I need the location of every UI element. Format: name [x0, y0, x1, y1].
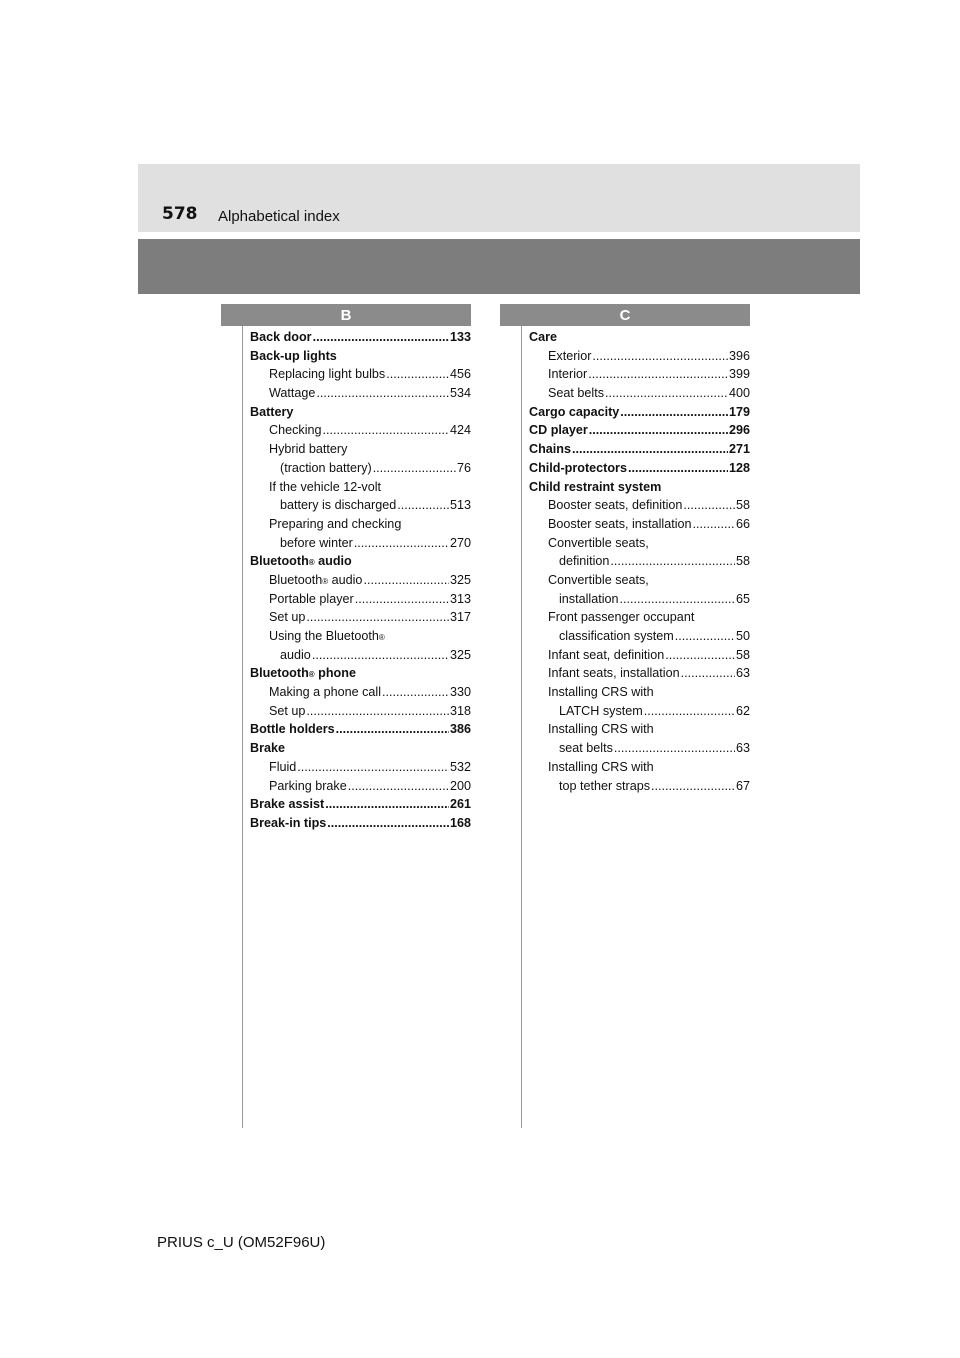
index-entry: Child restraint system	[529, 479, 662, 494]
index-subentry[interactable]: Infant seats, installation ..... 63	[529, 664, 750, 683]
index-subentry: Convertible seats,	[548, 535, 649, 550]
index-subentry[interactable]: before winter ..... 270	[250, 534, 471, 553]
index-subentry[interactable]: definition ..... 58	[529, 552, 750, 571]
column-divider-left	[242, 326, 243, 1128]
index-entry[interactable]: Bottle holders ..... 386	[250, 720, 471, 739]
index-subentry[interactable]: Making a phone call ..... 330	[250, 683, 471, 702]
index-entry: Battery	[250, 404, 294, 419]
index-entry[interactable]: Break-in tips ..... 168	[250, 814, 471, 833]
index-subentry[interactable]: top tether straps ..... 67	[529, 777, 750, 796]
index-subentry[interactable]: LATCH system ..... 62	[529, 702, 750, 721]
index-entry[interactable]: Chains ..... 271	[529, 440, 750, 459]
index-subentry: Using the Bluetooth ®	[269, 629, 385, 643]
index-column-b	[250, 328, 471, 833]
index-entry: Back-up lights	[250, 348, 337, 363]
header-band	[138, 239, 860, 294]
index-subentry: Preparing and checking	[269, 516, 402, 531]
index-subentry: Front passenger occupant	[548, 610, 695, 625]
index-subentry: Convertible seats,	[548, 572, 649, 587]
index-subentry: Installing CRS with	[548, 722, 654, 737]
page-number: 578	[162, 204, 198, 224]
index-subentry[interactable]: Fluid ..... 532	[250, 758, 471, 777]
column-header-c: C	[500, 304, 750, 326]
index-subentry[interactable]: installation ..... 65	[529, 590, 750, 609]
index-subentry: Installing CRS with	[548, 759, 654, 774]
index-subentry[interactable]: Exterior ..... 396	[529, 347, 750, 366]
index-subentry[interactable]: battery is discharged ..... 513	[250, 496, 471, 515]
index-subentry[interactable]: audio ..... 325	[250, 646, 471, 665]
index-subentry[interactable]: Seat belts ..... 400	[529, 384, 750, 403]
index-entry[interactable]: CD player ..... 296	[529, 421, 750, 440]
index-entry: Bluetooth ® phone	[250, 666, 356, 681]
index-subentry[interactable]: Set up ..... 318	[250, 702, 471, 721]
index-subentry[interactable]: Infant seat, definition ..... 58	[529, 646, 750, 665]
index-subentry[interactable]: Parking brake ..... 200	[250, 777, 471, 796]
column-header-b: B	[221, 304, 471, 326]
index-subentry: Installing CRS with	[548, 685, 654, 700]
index-entry: Care	[529, 330, 558, 344]
index-subentry[interactable]: Bluetooth ® audio ..... 325	[250, 571, 471, 590]
index-subentry[interactable]: (traction battery) ..... 76	[250, 459, 471, 478]
document-footer: PRIUS c_U (OM52F96U)	[157, 1234, 326, 1251]
index-subentry: If the vehicle 12-volt	[269, 479, 382, 494]
index-subentry[interactable]: Interior ..... 399	[529, 365, 750, 384]
column-divider-right	[521, 326, 522, 1128]
index-subentry[interactable]: Checking ..... 424	[250, 421, 471, 440]
index-subentry[interactable]: Portable player ..... 313	[250, 590, 471, 609]
index-subentry[interactable]: Booster seats, definition ..... 58	[529, 496, 750, 515]
page-header	[138, 164, 860, 232]
index-subentry[interactable]: Wattage ..... 534	[250, 384, 471, 403]
index-entry: Bluetooth ® audio	[250, 554, 352, 569]
index-subentry[interactable]: Set up ..... 317	[250, 608, 471, 627]
index-column-c	[529, 328, 750, 795]
index-entry[interactable]: Cargo capacity ..... 179	[529, 403, 750, 422]
index-subentry[interactable]: Replacing light bulbs ..... 456	[250, 365, 471, 384]
index-subentry[interactable]: seat belts ..... 63	[529, 739, 750, 758]
index-subentry[interactable]: classification system ..... 50	[529, 627, 750, 646]
index-entry[interactable]: Child-protectors ..... 128	[529, 459, 750, 478]
index-entry[interactable]: Brake assist ..... 261	[250, 795, 471, 814]
index-subentry: Hybrid battery	[269, 442, 348, 457]
section-title: Alphabetical index	[218, 208, 340, 225]
index-subentry[interactable]: Booster seats, installation ..... 66	[529, 515, 750, 534]
index-entry: Brake	[250, 741, 286, 756]
index-entry[interactable]: Back door ..... 133	[250, 328, 471, 347]
